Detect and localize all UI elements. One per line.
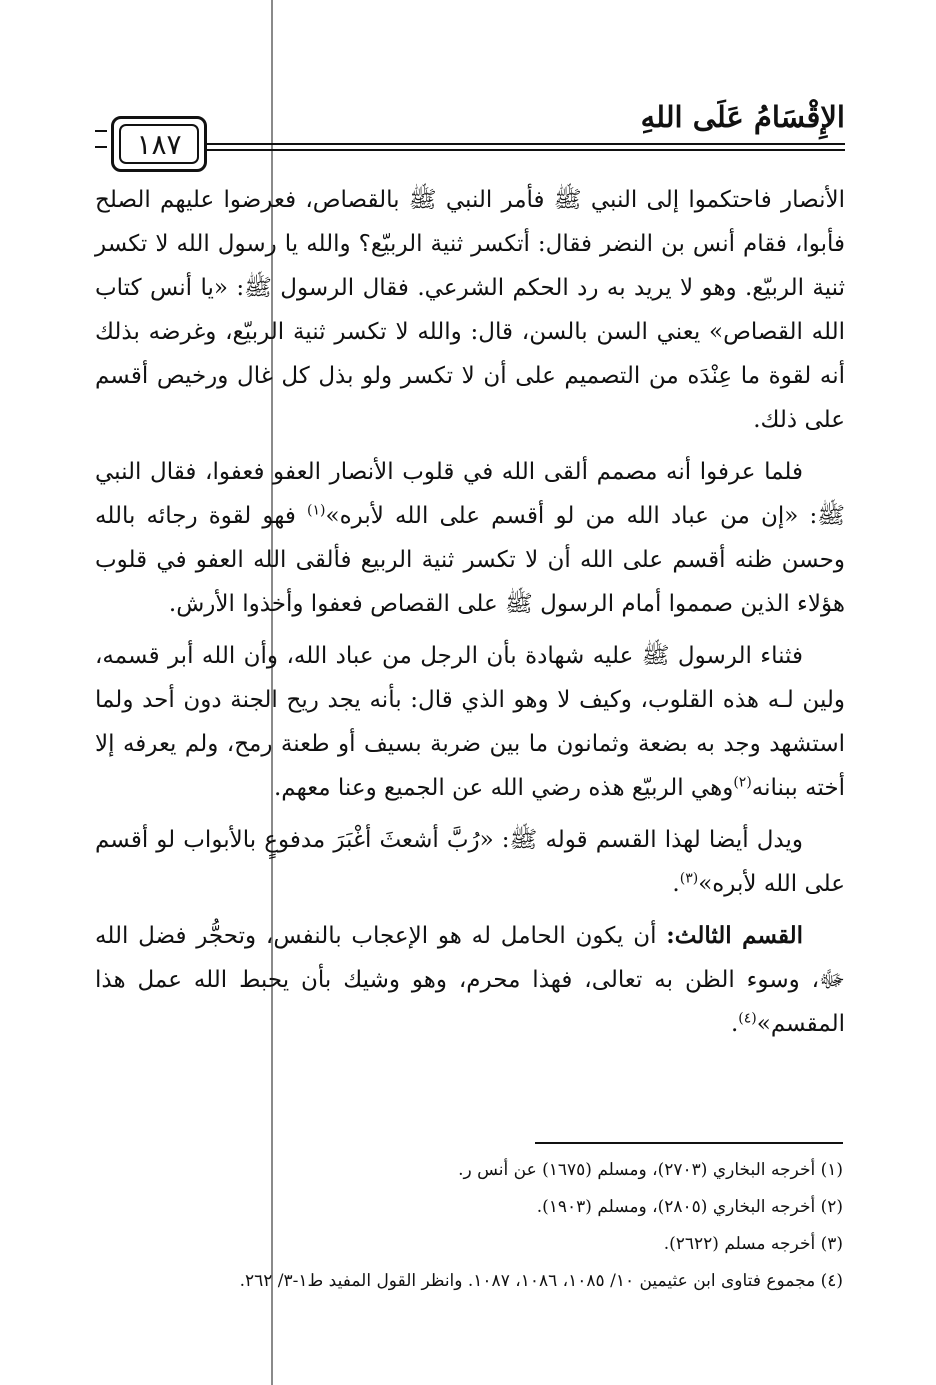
running-title: الإِقْسَامُ عَلَى اللهِ: [640, 100, 845, 134]
header-rule-bottom: [207, 149, 845, 151]
paragraph-2-text-a: فلما عرفوا أنه مصمم ألقى الله في قلوب الأنصار العفو فعفوا، فقال النبي ﷺ: «إن من عباد الله من لو أقسم على الله لأبره»: [95, 459, 845, 529]
header-rule-ornament: [95, 130, 107, 148]
paragraph-4: [95, 818, 845, 906]
paragraph-3-text-a: فثناء الرسول ﷺ عليه شهادة بأن الرجل من عباد الله، وأن الله أبر قسمه، ولين لـه هذه القلوب، وكيف لا وهو الذي قال: بأنه يجد ريح الجنة دون أحد ولما استشهد وجد به بضعة وثمانون ما بين ضربة بسيف أو طعنة رمح، ولم يعرفه إلا أخته ببنانه: [95, 643, 845, 801]
footnotes: [95, 1152, 843, 1300]
footnote-3: (٣) أخرجه مسلم (٢٦٢٢).: [663, 1234, 843, 1254]
paragraph-4-text-a: ويدل أيضا لهذا القسم قوله ﷺ: «رُبَّ أشعثَ أغْبَرَ مدفوعٍ بالأبواب لو أقسم على الله لأبره»: [95, 827, 845, 897]
footnote-4: (٤) مجموع فتاوى ابن عثيمين ١٠/ ١٠٨٥، ١٠٨٦، ١٠٨٧. وانظر القول المفيد ط١-٣/ ٢٦٢.: [239, 1271, 843, 1291]
paragraph-5-text-a: أن يكون الحامل له هو الإعجاب بالنفس، وتحجُّر فضل الله ﷻ، وسوء الظن به تعالى، فهذا محرم، وهو وشيك بأن يحبط الله عمل هذا المقسم»: [95, 923, 845, 1037]
paragraph-3: [95, 634, 845, 810]
paragraph-4-text-b: .: [672, 871, 680, 897]
paragraph-2: [95, 450, 845, 626]
footnote-ref-1: (١): [307, 502, 326, 519]
footnote-2: (٢) أخرجه البخاري (٢٨٠٥)، ومسلم (١٩٠٣).: [536, 1197, 843, 1217]
header-rule-top: [207, 143, 845, 145]
paragraph-1: [95, 178, 845, 442]
paragraph-5: [95, 914, 845, 1046]
section-heading-third: القسم الثالث:: [666, 922, 803, 949]
footnote-ref-2: (٢): [733, 774, 752, 791]
paragraph-3-text-b: وهي الربيّع هذه رضي الله عن الجميع وعنا معهم.: [273, 775, 734, 801]
page-header: [95, 100, 845, 172]
main-text: [95, 178, 845, 1054]
page-number-frame: [111, 116, 207, 172]
paragraph-1-text: الأنصار فاحتكموا إلى النبي ﷺ فأمر النبي ﷺ بالقصاص، فعرضوا عليهم الصلح فأبوا، فقام أنس بن النضر فقال: أتكسر ثنية الربيّع؟ والله يا رسول الله لا تكسر ثنية الربيّع. وهو لا يريد به رد الحكم الشرعي. فقال الرسول ﷺ: «يا أنس كتاب الله القصاص» يعني السن بالسن، قال: والله لا تكسر ثنية الربيّع، وغرضه بذلك أنه لقوة ما عِنْدَه من التصميم على أن لا تكسر ولو بذل كل غال ورخيص أقسم على ذلك.: [95, 187, 845, 433]
footnote-1: (١) أخرجه البخاري (٢٧٠٣)، ومسلم (١٦٧٥) عن أنس ر.: [458, 1160, 843, 1180]
footnote-separator: [535, 1142, 843, 1144]
footnote-ref-3: (٣): [679, 870, 699, 887]
paragraph-5-text-b: .: [730, 1011, 739, 1037]
page-number: ١٨٧: [119, 124, 199, 164]
footnote-ref-4: (٤): [738, 1010, 757, 1027]
paragraph-2-text-b: فهو لقوة رجائه بالله وحسن ظنه أقسم على الله أن لا تكسر ثنية الربيع فألقى الله العفو في قلوب هؤلاء الذين صمموا أمام الرسول ﷺ على القصاص فعفوا وأخذوا الأرش.: [95, 503, 845, 617]
